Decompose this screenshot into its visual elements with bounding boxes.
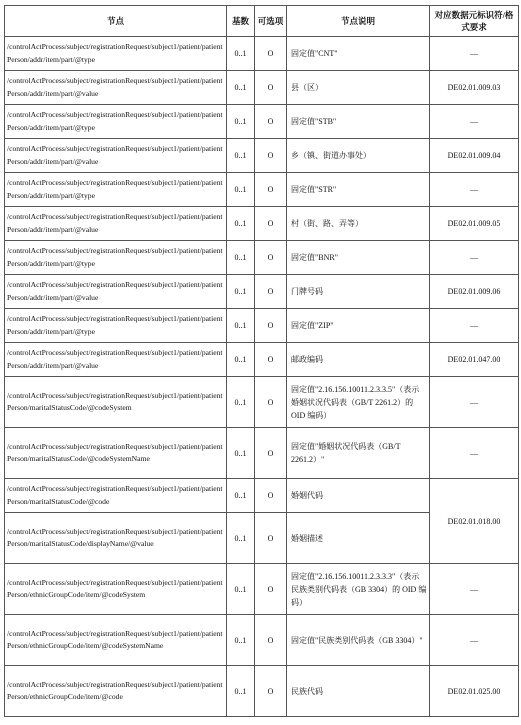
- table-row: [5, 139, 519, 173]
- node-description: 婚姻代码: [287, 479, 430, 513]
- table-row: [5, 343, 519, 377]
- node-description: 固定值"婚姻状况代码表（GB/T 2261.2）": [287, 428, 430, 479]
- cardinality: 0..1: [227, 309, 255, 343]
- data-element-id: —: [430, 105, 519, 139]
- cardinality: 0..1: [227, 666, 255, 717]
- optional-flag: O: [255, 71, 287, 105]
- node-path: /controlActProcess/subject/registrationRequest/subject1/patient/patientPerson/maritalStatusCode/@codeSystem: [5, 377, 227, 428]
- data-element-id: —: [430, 173, 519, 207]
- cardinality: 0..1: [227, 241, 255, 275]
- data-element-id: —: [430, 241, 519, 275]
- optional-flag: O: [255, 377, 287, 428]
- optional-flag: O: [255, 275, 287, 309]
- table-row: [5, 71, 519, 105]
- node-path: /controlActProcess/subject/registrationRequest/subject1/patient/patientPerson/addr/item/part/@value: [5, 71, 227, 105]
- table-row: [5, 615, 519, 666]
- data-element-id: DE02.01.009.05: [430, 207, 519, 241]
- node-description: 邮政编码: [287, 343, 430, 377]
- optional-flag: O: [255, 207, 287, 241]
- cardinality: 0..1: [227, 37, 255, 71]
- header-data-element: 对应数据元标识符/格式要求: [430, 6, 519, 37]
- node-description: 县（区）: [287, 71, 430, 105]
- data-element-id: —: [430, 564, 519, 615]
- node-description: 固定值"2.16.156.10011.2.3.3.5"（表示婚姻状况代码表（GB/T 2261.2）的 OID 编码）: [287, 377, 430, 428]
- cardinality: 0..1: [227, 275, 255, 309]
- node-path: /controlActProcess/subject/registrationRequest/subject1/patient/patientPerson/addr/item/part/@type: [5, 37, 227, 71]
- node-description: 固定值"2.16.156.10011.2.3.3.3"（表示民族类别代码表（GB 3304）的 OID 编码）: [287, 564, 430, 615]
- table-row: [5, 275, 519, 309]
- data-element-id: DE02.01.047.00: [430, 343, 519, 377]
- optional-flag: O: [255, 241, 287, 275]
- optional-flag: O: [255, 173, 287, 207]
- node-description: 固定值"ZIP": [287, 309, 430, 343]
- data-element-id: DE02.01.025.00: [430, 666, 519, 717]
- node-description: 村（街、路、弄等）: [287, 207, 430, 241]
- node-description: 固定值"STB": [287, 105, 430, 139]
- node-path: /controlActProcess/subject/registrationRequest/subject1/patient/patientPerson/addr/item/part/@value: [5, 139, 227, 173]
- cardinality: 0..1: [227, 428, 255, 479]
- header-optional: 可选项: [255, 6, 287, 37]
- node-description: 婚姻描述: [287, 513, 430, 564]
- node-path: /controlActProcess/subject/registrationRequest/subject1/patient/patientPerson/ethnicGroupCode/item/@codeSystem: [5, 564, 227, 615]
- cardinality: 0..1: [227, 173, 255, 207]
- cardinality: 0..1: [227, 479, 255, 513]
- node-description: 固定值"CNT": [287, 37, 430, 71]
- header-node: 节点: [5, 6, 227, 37]
- node-description: 乡（镇、街道办事处）: [287, 139, 430, 173]
- cardinality: 0..1: [227, 513, 255, 564]
- node-path: /controlActProcess/subject/registrationRequest/subject1/patient/patientPerson/maritalStatusCode/@codeSystemName: [5, 428, 227, 479]
- cardinality: 0..1: [227, 139, 255, 173]
- data-element-id: —: [430, 377, 519, 428]
- data-element-id: DE02.01.009.06: [430, 275, 519, 309]
- header-cardinality: 基数: [227, 6, 255, 37]
- header-row: [5, 6, 519, 37]
- table-row: [5, 666, 519, 717]
- cardinality: 0..1: [227, 343, 255, 377]
- data-element-id: DE02.01.009.03: [430, 71, 519, 105]
- node-description: 固定值"STR": [287, 173, 430, 207]
- table-row: [5, 241, 519, 275]
- table-row: [5, 479, 519, 513]
- node-path: /controlActProcess/subject/registrationRequest/subject1/patient/patientPerson/maritalStatusCode/@code: [5, 479, 227, 513]
- header-description: 节点说明: [287, 6, 430, 37]
- table-row: [5, 105, 519, 139]
- optional-flag: O: [255, 564, 287, 615]
- table-row: [5, 564, 519, 615]
- optional-flag: O: [255, 666, 287, 717]
- table-row: [5, 37, 519, 71]
- data-element-id: —: [430, 309, 519, 343]
- table-row: [5, 173, 519, 207]
- node-description: 固定值"BNR": [287, 241, 430, 275]
- node-path: /controlActProcess/subject/registrationRequest/subject1/patient/patientPerson/addr/item/part/@type: [5, 309, 227, 343]
- node-path: /controlActProcess/subject/registrationRequest/subject1/patient/patientPerson/addr/item/part/@value: [5, 275, 227, 309]
- data-element-id: —: [430, 615, 519, 666]
- optional-flag: O: [255, 343, 287, 377]
- cardinality: 0..1: [227, 207, 255, 241]
- cardinality: 0..1: [227, 564, 255, 615]
- optional-flag: O: [255, 37, 287, 71]
- optional-flag: O: [255, 105, 287, 139]
- node-description: 门牌号码: [287, 275, 430, 309]
- optional-flag: O: [255, 139, 287, 173]
- node-path: /controlActProcess/subject/registrationRequest/subject1/patient/patientPerson/addr/item/part/@value: [5, 343, 227, 377]
- table-row: [5, 377, 519, 428]
- node-path: /controlActProcess/subject/registrationRequest/subject1/patient/patientPerson/ethnicGroupCode/item/@code: [5, 666, 227, 717]
- cardinality: 0..1: [227, 377, 255, 428]
- optional-flag: O: [255, 479, 287, 513]
- node-path: /controlActProcess/subject/registrationRequest/subject1/patient/patientPerson/maritalStatusCode/displayName/@value: [5, 513, 227, 564]
- data-element-id: —: [430, 428, 519, 479]
- cardinality: 0..1: [227, 105, 255, 139]
- optional-flag: O: [255, 615, 287, 666]
- node-description: 民族代码: [287, 666, 430, 717]
- node-path: /controlActProcess/subject/registrationRequest/subject1/patient/patientPerson/addr/item/part/@type: [5, 173, 227, 207]
- table-row: [5, 207, 519, 241]
- node-description: 固定值"民族类别代码表（GB 3304）": [287, 615, 430, 666]
- optional-flag: O: [255, 428, 287, 479]
- optional-flag: O: [255, 513, 287, 564]
- node-path: /controlActProcess/subject/registrationRequest/subject1/patient/patientPerson/addr/item/part/@type: [5, 241, 227, 275]
- data-element-id: DE02.01.018.00: [430, 479, 519, 564]
- table-row: [5, 309, 519, 343]
- node-path: /controlActProcess/subject/registrationRequest/subject1/patient/patientPerson/ethnicGroupCode/item/@codeSystemName: [5, 615, 227, 666]
- node-path: /controlActProcess/subject/registrationRequest/subject1/patient/patientPerson/addr/item/part/@value: [5, 207, 227, 241]
- cardinality: 0..1: [227, 615, 255, 666]
- table-row: [5, 428, 519, 479]
- data-element-id: DE02.01.009.04: [430, 139, 519, 173]
- optional-flag: O: [255, 309, 287, 343]
- node-mapping-table: [4, 5, 519, 717]
- data-element-id: —: [430, 37, 519, 71]
- node-path: /controlActProcess/subject/registrationRequest/subject1/patient/patientPerson/addr/item/part/@type: [5, 105, 227, 139]
- cardinality: 0..1: [227, 71, 255, 105]
